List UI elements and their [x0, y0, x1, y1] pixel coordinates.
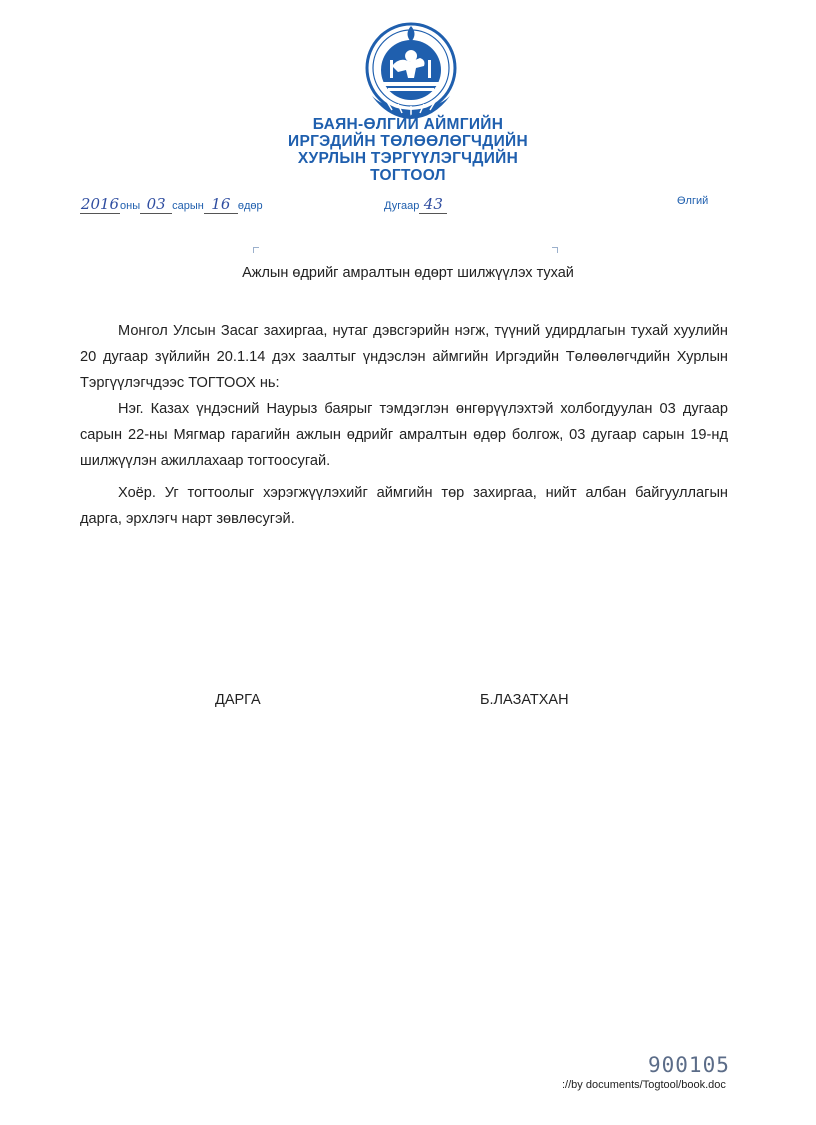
mongolia-state-emblem-icon [358, 20, 464, 120]
day-value: 16 [204, 195, 238, 214]
header-line-2: ИРГЭДИЙН ТӨЛӨӨЛӨГЧДИЙН [288, 133, 528, 150]
header-line-3: ХУРЛЫН ТЭРГҮҮЛЭГЧДИЙН [297, 150, 519, 167]
document-type-title: ТОГТООЛ [370, 167, 446, 184]
place-label: Өлгий [677, 195, 709, 207]
year-value: 2016 [80, 195, 120, 213]
body-paragraph-3: Хоёр. Уг тогтоолыг хэрэгжүүлэхийг аймгийн төр захиргаа, нийт албан байгууллагын дарга, эрхлэгч нарт зөвлөсугэй. [80, 485, 728, 527]
body-paragraph-1: Монгол Улсын Засаг захиргаа, нутаг дэвсгэрийн нэгж, түүний удирдлагын тухай хуулийн 20 дугаар зүйлийн 20.1.14 дэх заалтыг үндэслэн аймгийн Иргэдийн Төлөөлөгчдийн Хурлын Тэргүүлэгчдээс ТОГТООХ нь: [80, 323, 728, 391]
corner-mark-left [253, 247, 259, 253]
stamp-number: 900105 [648, 1053, 730, 1077]
date-number-row [80, 195, 740, 219]
document-body [80, 318, 728, 532]
number-value: 43 [419, 195, 447, 214]
number-label: Дугаар [384, 200, 420, 212]
document-subject: Ажлын өдрийг амралтын өдөрт шилжүүлэх тухай [242, 265, 574, 281]
signatory-name: Б.ЛАЗАТХАН [480, 692, 569, 708]
body-paragraph-2: Нэг. Казах үндэсний Наурыз баярыг тэмдэглэн өнгөрүүлэхтэй холбогдуулан 03 дугаар сарын 22-ны Мягмар гарагийн ажлын өдрийг амралтын өдөр болгож, 03 дугаар сарын 19-нд шилжүүлэн ажиллахаар тогтоосугай. [80, 401, 728, 469]
day-label: өдөр [237, 200, 263, 212]
corner-mark-right [552, 247, 558, 253]
signatory-title: ДАРГА [215, 692, 261, 708]
file-path-footer: ://by documents/Togtool/book.doc [562, 1079, 726, 1091]
year-label: оны [120, 200, 141, 212]
header-line-1: БАЯН-ӨЛГИЙ АЙМГИЙН [312, 116, 504, 133]
month-value: 03 [140, 195, 172, 214]
month-label: сарын [172, 200, 204, 212]
issuer-header [200, 116, 616, 184]
